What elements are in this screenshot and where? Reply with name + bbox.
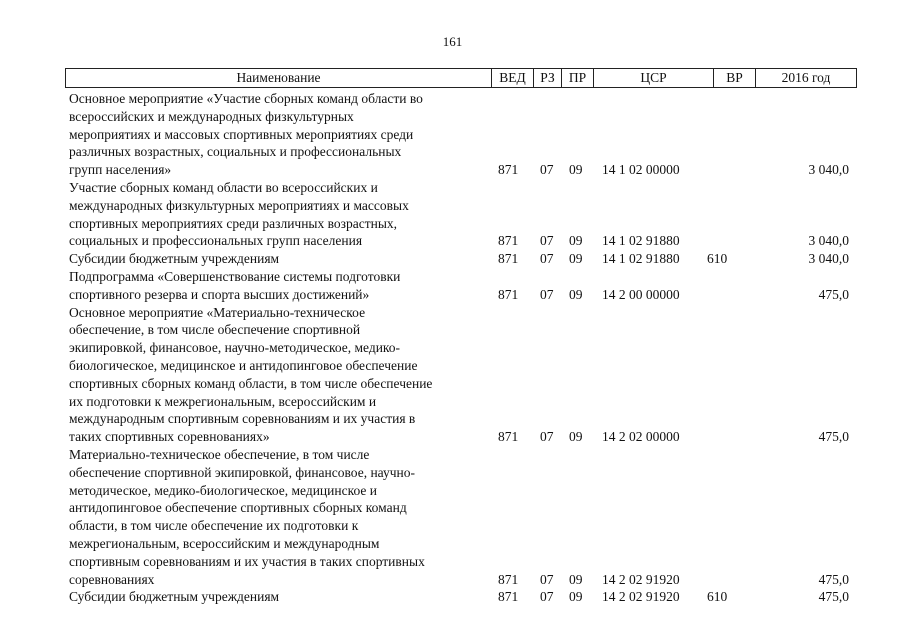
row-rz: 07 xyxy=(540,571,554,587)
row-name: Основное мероприятие «Материально-техническое обеспечение, в том числе обеспечение спортивной экипировкой, финансовое, научно-методическое, медико- биологическое, медицинское и антидопинговое обеспечение спортивных сборных команд области, в том числе обеспечение их подготовки к межрегиональным, всероссийским и международным спортивным соревнованиям и их участия в таких спортивных соревнованиях» xyxy=(69,304,433,445)
header-year: 2016 год xyxy=(755,69,856,87)
row-vr: 610 xyxy=(707,589,728,605)
row-pr: 09 xyxy=(569,286,583,302)
row-pr: 09 xyxy=(569,233,583,249)
row-pr: 09 xyxy=(569,162,583,178)
row-csr: 14 2 02 91920 xyxy=(602,589,680,605)
row-csr: 14 2 02 91920 xyxy=(602,571,680,587)
row-name: Подпрограмма «Совершенствование системы подготовки спортивного резерва и спорта высших достижений» xyxy=(69,268,401,302)
table-row xyxy=(66,250,856,268)
row-rz: 07 xyxy=(540,429,554,445)
row-rz: 07 xyxy=(540,233,554,249)
header-name: Наименование xyxy=(236,70,321,85)
table-row xyxy=(66,588,856,606)
row-csr: 14 1 02 91880 xyxy=(602,233,680,249)
row-amount: 3 040,0 xyxy=(808,233,849,249)
row-amount: 475,0 xyxy=(818,571,849,587)
table-row xyxy=(66,268,856,304)
table-body xyxy=(66,90,856,606)
row-ved: 871 xyxy=(498,571,519,587)
row-amount: 3 040,0 xyxy=(808,251,849,267)
row-name: Основное мероприятие «Участие сборных команд области во всероссийских и международных физкультурных мероприятиях и массовых спортивных мероприятиях среди различных возрастных, социальных и профессиональных групп населения» xyxy=(69,91,423,178)
row-amount: 3 040,0 xyxy=(808,162,849,178)
row-rz: 07 xyxy=(540,251,554,267)
row-csr: 14 1 02 91880 xyxy=(602,251,680,267)
row-csr: 14 2 00 00000 xyxy=(602,286,680,302)
row-rz: 07 xyxy=(540,589,554,605)
table-row xyxy=(66,90,856,179)
table-row xyxy=(66,304,856,446)
header-rz: РЗ xyxy=(533,69,561,87)
row-name: Субсидии бюджетным учреждениям xyxy=(69,589,280,605)
row-rz: 07 xyxy=(540,286,554,302)
table-header xyxy=(65,68,857,88)
header-ved: ВЕД xyxy=(491,69,533,87)
row-amount: 475,0 xyxy=(818,589,849,605)
row-csr: 14 2 02 00000 xyxy=(602,429,680,445)
table-row xyxy=(66,179,856,250)
row-pr: 09 xyxy=(569,589,583,605)
row-amount: 475,0 xyxy=(818,429,849,445)
header-csr: ЦСР xyxy=(593,69,713,87)
row-ved: 871 xyxy=(498,286,519,302)
row-name: Материально-техническое обеспечение, в том числе обеспечение спортивной экипировкой, финансовое, научно- методическое, медико-биологическое, медицинское и антидопинговое обеспечение спортивных сборных команд области, в том числе обеспечение их подготовки к межрегиональным, всероссийским и международным спортивным соревнованиям и их участия в таких спортивных соревнованиях xyxy=(69,446,425,587)
row-name: Субсидии бюджетным учреждениям xyxy=(69,251,280,267)
row-ved: 871 xyxy=(498,162,519,178)
table-row xyxy=(66,446,856,588)
row-pr: 09 xyxy=(569,571,583,587)
row-csr: 14 1 02 00000 xyxy=(602,162,680,178)
row-ved: 871 xyxy=(498,589,519,605)
row-ved: 871 xyxy=(498,251,519,267)
row-ved: 871 xyxy=(498,233,519,249)
row-vr: 610 xyxy=(707,251,728,267)
row-ved: 871 xyxy=(498,429,519,445)
header-vr: ВР xyxy=(713,69,755,87)
row-rz: 07 xyxy=(540,162,554,178)
row-pr: 09 xyxy=(569,429,583,445)
header-pr: ПР xyxy=(561,69,593,87)
row-amount: 475,0 xyxy=(818,286,849,302)
row-pr: 09 xyxy=(569,251,583,267)
row-name: Участие сборных команд области во всероссийских и международных физкультурных мероприятиях и массовых спортивных мероприятиях среди различных возрастных, социальных и профессиональных групп населения xyxy=(69,179,409,249)
page-number: 161 xyxy=(442,34,463,49)
